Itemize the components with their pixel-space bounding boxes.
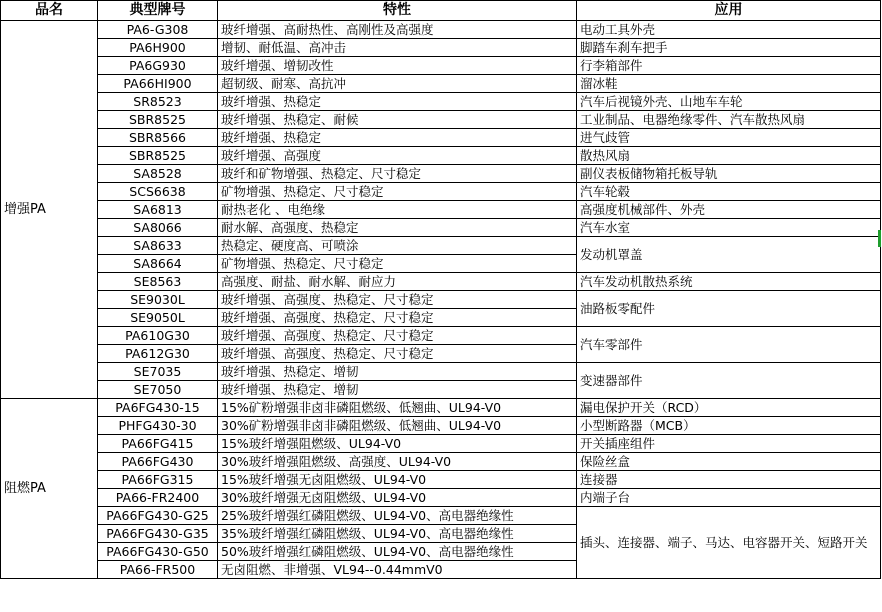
grade-cell[interactable]: SA8066 [98, 219, 218, 237]
table-row [1, 291, 881, 309]
properties-cell[interactable]: 30%玻纤增强无卤阻燃级、UL94-V0 [218, 489, 577, 507]
grade-cell[interactable]: SA8633 [98, 237, 218, 255]
properties-cell[interactable]: 玻纤增强、高强度、热稳定、尺寸稳定 [218, 309, 577, 327]
table-row [1, 165, 881, 183]
grade-cell[interactable]: SE7050 [98, 381, 218, 399]
grade-cell[interactable]: SR8523 [98, 93, 218, 111]
grade-cell[interactable]: PA66FG430-G25 [98, 507, 218, 525]
properties-cell[interactable]: 50%玻纤增强红磷阻燃级、UL94-V0、高电器绝缘性 [218, 543, 577, 561]
table-body [1, 21, 881, 579]
application-cell[interactable]: 开关插座组件 [577, 435, 881, 453]
grade-cell[interactable]: PA66FG415 [98, 435, 218, 453]
application-cell[interactable]: 汽车零部件 [577, 327, 881, 363]
cell-selection-marker [878, 230, 881, 247]
grade-cell[interactable]: SBR8525 [98, 147, 218, 165]
properties-cell[interactable]: 增韧、耐低温、高冲击 [218, 39, 577, 57]
table-row [1, 363, 881, 381]
table-row [1, 39, 881, 57]
application-cell[interactable]: 保险丝盒 [577, 453, 881, 471]
table-row [1, 129, 881, 147]
table-row [1, 111, 881, 129]
application-cell[interactable]: 连接器 [577, 471, 881, 489]
properties-cell[interactable]: 玻纤增强、热稳定、耐候 [218, 111, 577, 129]
properties-cell[interactable]: 玻纤增强、高强度、热稳定、尺寸稳定 [218, 327, 577, 345]
application-cell[interactable]: 发动机罩盖 [577, 237, 881, 273]
grade-cell[interactable]: PA6G930 [98, 57, 218, 75]
application-cell[interactable]: 高强度机械部件、外壳 [577, 201, 881, 219]
properties-cell[interactable]: 耐热老化 、电绝缘 [218, 201, 577, 219]
grade-cell[interactable]: SA8528 [98, 165, 218, 183]
application-cell[interactable]: 电动工具外壳 [577, 21, 881, 39]
properties-cell[interactable]: 玻纤增强、热稳定 [218, 129, 577, 147]
properties-cell[interactable]: 25%玻纤增强红磷阻燃级、UL94-V0、高电器绝缘性 [218, 507, 577, 525]
properties-cell[interactable]: 耐水解、高强度、热稳定 [218, 219, 577, 237]
table-row [1, 507, 881, 525]
grade-cell[interactable]: SE9050L [98, 309, 218, 327]
grade-cell[interactable]: PA6FG430-15 [98, 399, 218, 417]
application-cell[interactable]: 小型断路器（MCB） [577, 417, 881, 435]
header-row [1, 1, 881, 21]
application-cell[interactable]: 油路板零配件 [577, 291, 881, 327]
grade-cell[interactable]: PA612G30 [98, 345, 218, 363]
table-row [1, 489, 881, 507]
grade-cell[interactable]: PA66FG315 [98, 471, 218, 489]
properties-cell[interactable]: 15%矿粉增强非卤非磷阻燃级、低翘曲、UL94-V0 [218, 399, 577, 417]
grade-cell[interactable]: PA6-G308 [98, 21, 218, 39]
application-cell[interactable]: 进气歧管 [577, 129, 881, 147]
table-row [1, 57, 881, 75]
properties-cell[interactable]: 无卤阻燃、非增强、VL94--0.44mmV0 [218, 561, 577, 579]
header-properties[interactable]: 特性 [218, 1, 577, 21]
table-row [1, 417, 881, 435]
table-row [1, 147, 881, 165]
table-row [1, 273, 881, 291]
properties-cell[interactable]: 15%玻纤增强无卤阻燃级、UL94-V0 [218, 471, 577, 489]
application-cell[interactable]: 汽车水室 [577, 219, 881, 237]
grade-cell[interactable]: SCS6638 [98, 183, 218, 201]
application-cell[interactable]: 汽车后视镜外壳、山地车车轮 [577, 93, 881, 111]
grade-cell[interactable]: PA66HI900 [98, 75, 218, 93]
table-row [1, 183, 881, 201]
grade-cell[interactable]: PA66-FR2400 [98, 489, 218, 507]
properties-cell[interactable]: 玻纤增强、增韧改性 [218, 57, 577, 75]
properties-cell[interactable]: 超韧级、耐寒、高抗冲 [218, 75, 577, 93]
application-cell[interactable]: 散热风扇 [577, 147, 881, 165]
header-category[interactable]: 品名 [1, 1, 98, 21]
grade-cell[interactable]: SE7035 [98, 363, 218, 381]
table-row [1, 237, 881, 255]
properties-cell[interactable]: 矿物增强、热稳定、尺寸稳定 [218, 183, 577, 201]
table-row [1, 471, 881, 489]
application-cell[interactable]: 变速器部件 [577, 363, 881, 399]
table-row [1, 327, 881, 345]
properties-cell[interactable]: 玻纤增强、高强度、热稳定、尺寸稳定 [218, 345, 577, 363]
grade-cell[interactable]: SE9030L [98, 291, 218, 309]
application-cell[interactable]: 副仪表板储物箱托板导轨 [577, 165, 881, 183]
grade-cell[interactable]: SA8664 [98, 255, 218, 273]
header-grade[interactable]: 典型牌号 [98, 1, 218, 21]
properties-cell[interactable]: 35%玻纤增强红磷阻燃级、UL94-V0、高电器绝缘性 [218, 525, 577, 543]
application-cell[interactable]: 溜冰鞋 [577, 75, 881, 93]
application-cell[interactable]: 汽车轮毂 [577, 183, 881, 201]
table-row [1, 75, 881, 93]
properties-cell[interactable]: 玻纤增强、高强度 [218, 147, 577, 165]
grade-cell[interactable]: PHFG430-30 [98, 417, 218, 435]
application-cell[interactable]: 工业制品、电器绝缘零件、汽车散热风扇 [577, 111, 881, 129]
properties-cell[interactable]: 高强度、耐盐、耐水解、耐应力 [218, 273, 577, 291]
properties-cell[interactable]: 15%玻纤增强阻燃级、UL94-V0 [218, 435, 577, 453]
application-cell[interactable]: 插头、连接器、端子、马达、电容器开关、短路开关 [577, 507, 881, 579]
table-row [1, 93, 881, 111]
properties-cell[interactable]: 30%矿粉增强非卤非磷阻燃级、低翘曲、UL94-V0 [218, 417, 577, 435]
table-row [1, 21, 881, 39]
grade-cell[interactable]: SA6813 [98, 201, 218, 219]
grade-cell[interactable]: PA66FG430-G35 [98, 525, 218, 543]
category-cell[interactable]: 阻燃PA [1, 399, 98, 579]
table-row [1, 399, 881, 417]
grade-cell[interactable]: PA66FG430-G50 [98, 543, 218, 561]
grade-cell[interactable]: PA6H900 [98, 39, 218, 57]
grade-cell[interactable]: SBR8525 [98, 111, 218, 129]
grade-cell[interactable]: SBR8566 [98, 129, 218, 147]
properties-cell[interactable]: 玻纤增强、高耐热性、高刚性及高强度 [218, 21, 577, 39]
application-cell[interactable]: 行李箱部件 [577, 57, 881, 75]
properties-cell[interactable]: 玻纤增强、热稳定 [218, 93, 577, 111]
properties-cell[interactable]: 热稳定、硬度高、可喷涂 [218, 237, 577, 255]
header-application[interactable]: 应用 [577, 1, 881, 21]
table-row [1, 453, 881, 471]
properties-cell[interactable]: 玻纤增强、热稳定、增韧 [218, 363, 577, 381]
category-cell[interactable]: 增强PA [1, 21, 98, 399]
application-cell[interactable]: 内端子台 [577, 489, 881, 507]
grade-cell[interactable]: SE8563 [98, 273, 218, 291]
properties-cell[interactable]: 玻纤增强、热稳定、增韧 [218, 381, 577, 399]
table-row [1, 201, 881, 219]
grade-cell[interactable]: PA610G30 [98, 327, 218, 345]
grade-cell[interactable]: PA66-FR500 [98, 561, 218, 579]
application-cell[interactable]: 汽车发动机散热系统 [577, 273, 881, 291]
table-row [1, 219, 881, 237]
application-cell[interactable]: 脚踏车刹车把手 [577, 39, 881, 57]
application-cell[interactable]: 漏电保护开关（RCD） [577, 399, 881, 417]
properties-cell[interactable]: 矿物增强、热稳定、尺寸稳定 [218, 255, 577, 273]
table-row [1, 435, 881, 453]
properties-cell[interactable]: 玻纤增强、高强度、热稳定、尺寸稳定 [218, 291, 577, 309]
properties-cell[interactable]: 玻纤和矿物增强、热稳定、尺寸稳定 [218, 165, 577, 183]
grade-cell[interactable]: PA66FG430 [98, 453, 218, 471]
properties-cell[interactable]: 30%玻纤增强阻燃级、高强度、UL94-V0 [218, 453, 577, 471]
